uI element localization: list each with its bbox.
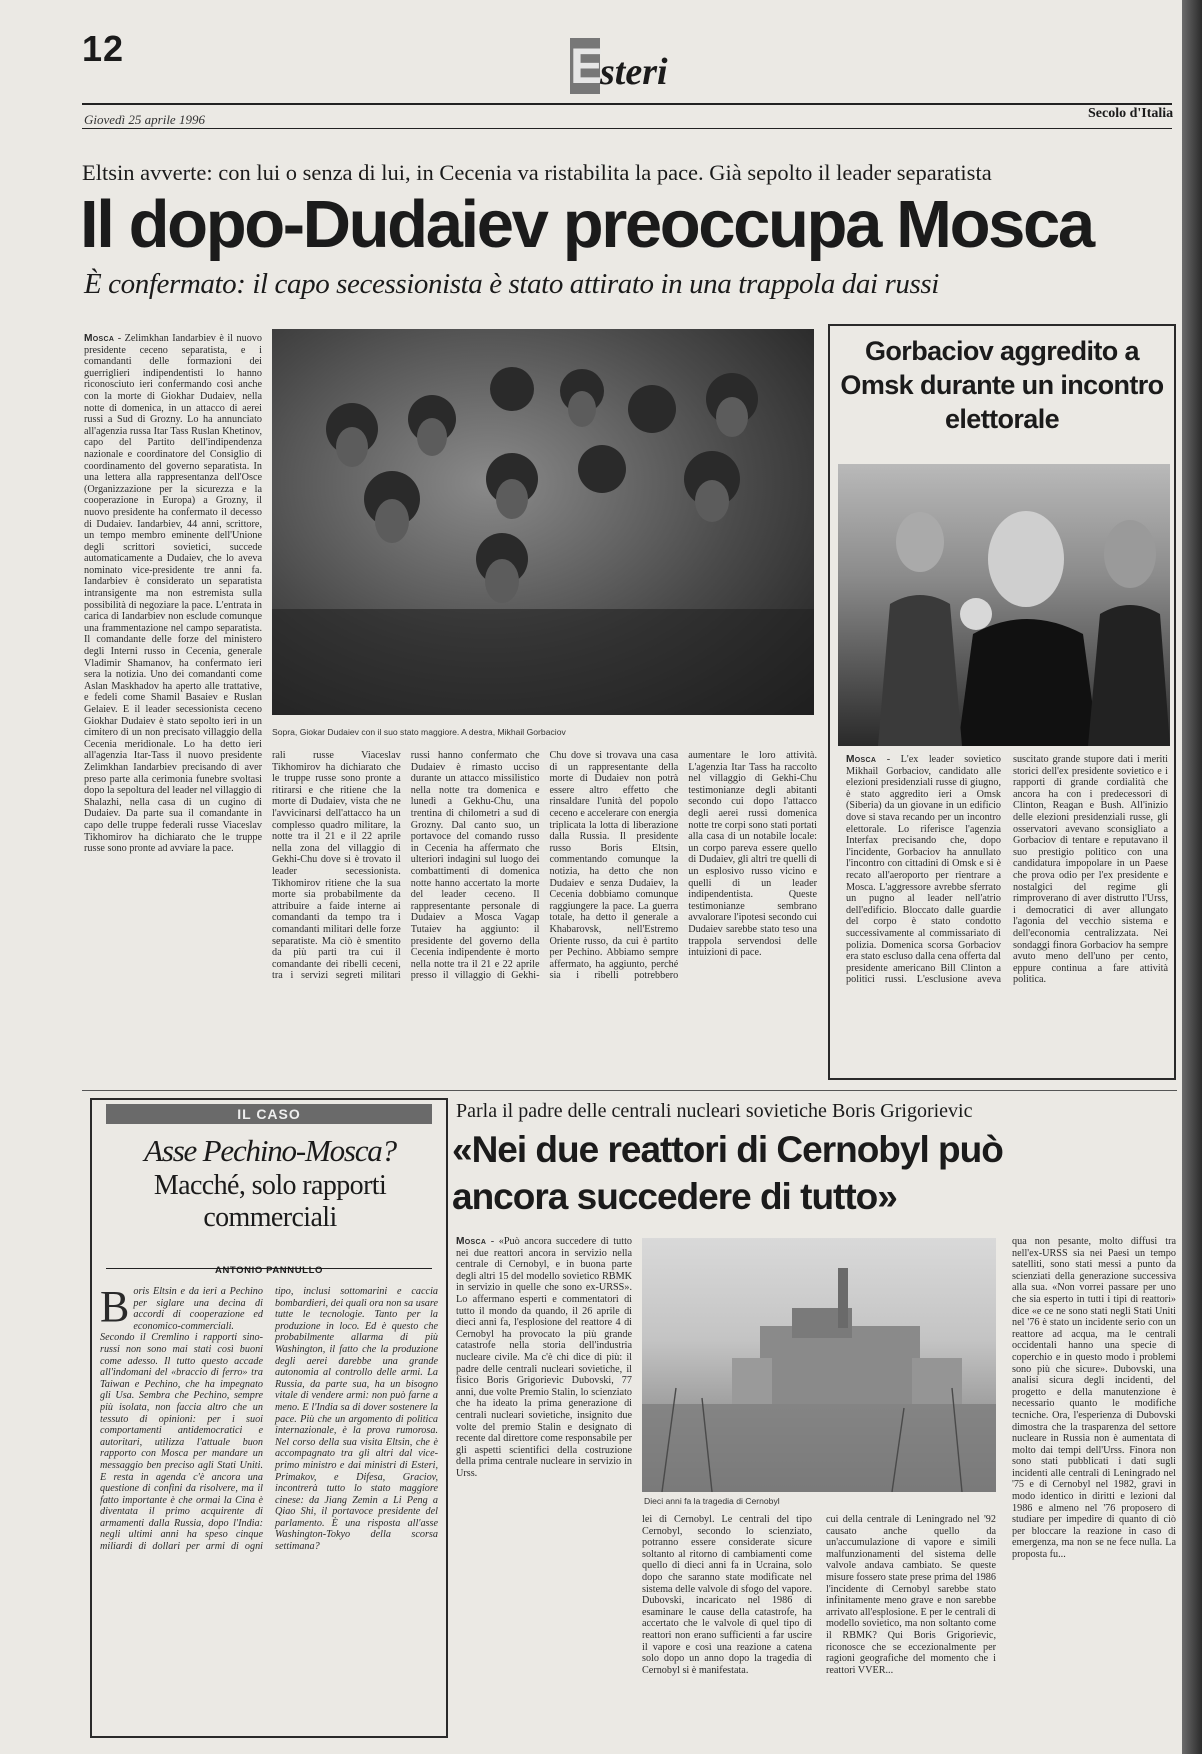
il-caso-text: oris Eltsin e da ieri a Pechino per siglare una decina di accordi di cooperazione ed economico-commerciali. Secondo il Cremlino i rapporti sino-russi non sono mai stati così buoni come adesso. Il tutto questo accade all'indomani del «braccio di ferro» tra Taiwan e Pechino, che ha impegnato gli Usa. Sembra che Pechino, sempre più isolata, non faccia altro che un tessuto di opinioni: per i suoi comportamenti antidemocratici e autoritari, utilizza l'attuale buon rapporto con Mosca per mandare un messaggio ben preciso agli Stati Uniti. E resta in agenda c'è ancora una questione di confini da risolvere, ma il fatto importante è che ormai la Cina è diventata il primo acquirente di armamenti dalla Russia, dopo l'India: negli ultimi anni ha speso cinque miliardi di dollari per armi di ogni tipo, inclusi sottomarini e caccia bombardieri, dei quali ora non sa usare tutte le tecnologie. Tanto per la produzione in loco. Ed è questo che probabilmente allarma di più Washington, il fatto che la produzione degli aerei darebbe una grande autonomia al controllo delle armi. La Russia, da parte sua, ha un bisogno vitale di vendere armi: non può farne a meno. E l'India sa di dover sostenere la pace. Più che un argomento di politica internazionale, è la prova rumorosa. Nel corso della sua visita Eltsin, che è accompagnato tra gli altri dal vice-primo ministro e dai ministri di Esteri, Primakov, e Difesa, Graciov, incontrerà tutto lo stato maggiore cinese: da Jiang Zemin a Li Peng a Qiao Shi, il portavoce presidente del parlamento. È una risposta all'asse Washington-Tokyo della scorsa settimana?: [100, 1286, 438, 1553]
page-binding-edge: [1182, 0, 1202, 1754]
cernobyl-col5: [1012, 1236, 1176, 1738]
gorbaciov-photo: [838, 464, 1170, 746]
cernobyl-text-1: «Può ancora succedere di tutto nei due reattori ancora in servizio nella centrale di Cernobyl, e in buona parte degli altri 15 del modello sovietico RBMK in servizio in quelle che sono ex-URSS». Lo affermano esperti e commentatori di tutto il mondo da quando, il 26 aprile di dieci anni fa, l'esplosione del reattore 4 di Cernobyl ha provocato la più grande catastrofe nella storia dell'industria nucleare civile. Ma c'è chi dice di più: il padre delle centrali nucleari sovietiche, il fisico Boris Grigorievic Dubovski, 77 anni, due volte Premio Stalin, lo scienziato che ha ideato la prima generazione di centrali nucleari sovietiche, insignito due volte del premio Stalin e designato di recente dal direttore come responsabile per gli aspetti scientifici della costruzione della prima centrale nucleare in servizio in Urss.: [456, 1236, 632, 1479]
cernobyl-col1: Mosca - «Può ancora succedere di tutto nei due reattori ancora in servizio nella centrale di Cernobyl, e in buona parte degli altri 15 del modello sovietico RBMK in servizio in quelle che sono ex-URSS». Lo affermano esperti e commentatori di tutto il mondo da quando, il 26 aprile di dieci anni fa, l'esplosione del reattore 4 di Cernobyl ha provocato la più grande catastrofe nella storia dell'industria nucleare civile. Ma c'è chi dice di più: il padre delle centrali nucleari sovietiche, il fisico Boris Grigorievic Dubovski, 77 anni, due volte Premio Stalin, lo scienziato che ha ideato la prima generazione di centrali nucleari sovietiche, insignito due volte del premio Stalin e designato di recente dal direttore come responsabile per gli aspetti scientifici della costruzione della prima centrale nucleare in servizio in Urss.: [456, 1236, 632, 1479]
dudaiev-photo-caption: Sopra, Giokar Dudaiev con il suo stato maggiore. A destra, Mikhail Gorbaciov: [272, 727, 566, 737]
il-caso-author: ANTONIO PANNULLO: [215, 1265, 323, 1276]
page-number: 12: [82, 28, 125, 69]
cernobyl-col3: [642, 1514, 812, 1738]
masthead-rule-top: [82, 103, 1172, 105]
il-caso-title-1: Asse Pechino-Mosca?: [144, 1133, 396, 1168]
il-caso-body: [100, 1286, 438, 1732]
il-caso-label: IL CASO: [106, 1104, 432, 1124]
main-body-col1: Zelimkhan Iandarbiev è il nuovo presidente ceceno separatista, e i comandanti delle formazioni dei guerriglieri indipendentisti lo hanno riconosciuto ieri confermando così anche con la morte di Giokhar Dudaiev, nella notte di domenica, in un attacco di aerei russi a Sud di Grozny. Lo ha annunciato all'agenzia russa Itar Tass Ruslan Khetinov, capo del Partito dell'indipendenza nazionale e coordinatore del Consiglio di coordinamento del governo separatista. In una lettera alla rappresentanza dell'Osce (Organizzazione per la sicurezza e la cooperazione in Europa) a Grozny, il nuovo presidente ha confermato il decesso di Dudaiev. Iandarbiev, 44 anni, scrittore, un tempo membro eminente dell'Unione degli scrittori sovietici, succede automaticamente a Dudaiev, che lo aveva nominato vice-presidente tre anni fa. Iandarbiev è considerato un separatista intransigente ma non estremista sulla possibilità di negoziare la pace. L'entrata in carica di Iandarbiev non esclude comunque una frammentazione nel campo separatista. Il comandante delle forze del ministero degli Interni russo in Cecenia, generale Vladimir Shamanov, ha confermato ieri sera la notizia. Uno dei comandanti come Aslan Maskhadov ha aperto alle trattative, e fedeli come Shamil Basaiev e Ruslan Gelaiev. E il leader secessionista ceceno Giokhar Dudaiev è stato sepolto ieri in un cimitero di un non precisato villaggio della Cecenia meridionale. Lo ha detto ieri all'agenzia Itar-Tass il nuovo presidente Zelimkhan Iandarbiev precisando di aver preso parte alla cerimonia funebre svoltasi dopo la sepoltura del leader nel villaggio di Shalazhi, nella casa di un cugino di Dudaiev. Da parte sua il comandante in capo delle truppe federali russe Viaceslav Tikhomirov ha dichiarato che le truppe russe sono pronte ad avviare la pace.: [84, 333, 262, 855]
main-story-col1: Mosca - Zelimkhan Iandarbiev è il nuovo presidente ceceno separatista, e i comandanti delle formazioni dei guerriglieri indipendentisti lo hanno riconosciuto ieri confermando così anche con la morte di Giokhar Dudaiev, nella notte di domenica, in un attacco di aerei russi a Sud di Grozny. Lo ha annunciato all'agenzia russa Itar Tass Ruslan Khetinov, capo del Partito dell'indipendenza nazionale e coordinatore del Consiglio di coordinamento del governo separatista. In una lettera alla rappresentanza dell'Osce (Organizzazione per la sicurezza e la cooperazione in Europa) a Grozny, il nuovo presidente ha confermato il decesso di Dudaiev. Iandarbiev, 44 anni, scrittore, un tempo membro eminente dell'Unione degli scrittori sovietici, succede automaticamente a Dudaiev, che lo aveva nominato vice-presidente tre anni fa. Iandarbiev è considerato un separatista intransigente ma non estremista sulla possibilità di negoziare la pace. L'entrata in carica di Iandarbiev non esclude comunque una frammentazione nel campo separatista. Il comandante delle forze del ministero degli Interni russo in Cecenia, generale Vladimir Shamanov, ha confermato ieri sera la notizia. Uno dei comandanti come Aslan Maskhadov ha aperto alle trattative, e fedeli come Shamil Basaiev e Ruslan Gelaiev. E il leader secessionista ceceno Giokhar Dudaiev è stato sepolto ieri in un cimitero di un non precisato villaggio della Cecenia meridionale. Lo ha detto ieri all'agenzia Itar-Tass il nuovo presidente Zelimkhan Iandarbiev precisando di aver preso parte alla cerimonia funebre svoltasi dopo la sepoltura del leader nel villaggio di Shalazhi, nella casa di un cugino di Dudaiev. Da parte sua il comandante in capo delle truppe federali russe Viaceslav Tikhomirov ha dichiarato che le truppe russe sono pronte ad avviare la pace.: [84, 333, 262, 855]
gorbaciov-text: L'ex leader sovietico Mikhail Gorbaciov, candidato alle elezioni presidenziali russe di giugno, è stato aggredito ieri a Omsk (Siberia) da un giovane in un edificio dove si stava recando per un incontro elettorale. Lo riferisce l'agenzia Interfax precisando che, dopo l'incidente, Gorbaciov ha annullato l'incontro con cittadini di Omsk e si è recato all'aeroporto per rientrare a Mosca. L'aggressore avrebbe sferrato un pugno al leader nell'atrio dell'edificio. Bloccato dalle guardie del corpo è stato condotto successivamente al commissariato di polizia. Domenica scorsa Gorbaciov era stato escluso dalla cena offerta dal presidente americano Bill Clinton a politici russi. L'esclusione aveva suscitato grande stupore dati i meriti storici dell'ex presidente sovietico e i rapporti di grande cordialità che ancora ha con i predecessori di Clinton, Reagan e Bush. All'inizio delle elezioni presidenziali russe, gli osservatori avevano sconsigliato a Gorbaciov di tentare e reputavano il suo prestigio politico con una candidatura impopolare in un Paese che prova odio per l'ex presidente e nostalgici del regime gli rimproverano di aver distrutto l'Urss, i democratici di aver allungato l'agonia del vecchio sistema e dell'economia centralizzata. Nei sondaggi finora Gorbaciov ha sempre avuto meno dell'uno per cento, eppure continua a fare attività politica.: [846, 754, 1168, 986]
cernobyl-kicker: Parla il padre delle centrali nucleari sovietiche Boris Grigorievic: [456, 1100, 973, 1122]
cernobyl-photo-caption: Dieci anni fa la tragedia di Cernobyl: [644, 1496, 780, 1506]
main-body-bottom: rali russe Viaceslav Tikhomirov ha dichiarato che le truppe russe sono pronte a ritirarsi e che ritiene che la morte di Dudaiev, vista che ne l'avvicinarsi dell'attacco ha un complesso quadro militare, la notte tra il 21 e il 22 aprile nella zona del villaggio di Gekhi-Chu dove si è trovato il leader secessionista. Tikhomirov ritiene che la sua morte sia probabilmente da attribuire a faide interne ai comandanti da tempo tra i comandanti militari delle forze separatiste. Ma ciò è smentito da più parti tra cui il comandante dei ribelli ceceni, tra i servizi segreti militari russi hanno confermato che Dudaiev è rimasto ucciso durante un attacco missilistico nella notte tra domenica e lunedì a Gekhu-Chu, una trentina di chilometri a sud di Grozny. Dal canto suo, un portavoce del comando russo in Cecenia ha affermato che ulteriori indagini sul luogo dei combattimenti di domenica notte hanno accertato la morte del leader ceceno. Il rappresentante personale di Dudaiev a Mosca Vagap Tutaiev ha aggiunto: il presidente del governo della Cecenia indipendente è morto nella notte tra il 21 e 22 aprile presso il villaggio di Gekhi-Chu dove si trovava una casa di un rappresentante della morte di Dudaiev non potrà essere altro effetto che rinsaldare l'unità del popolo ceceno e accelerare con energia triplicata la lotta di liberazione dalla Russia. Il presidente russo Boris Eltsin, commentando comunque la notizia, ha detto che non Dudaiev e senza Dudaiev, la Cecenia dobbiamo comunque raggiungere la pace. La guerra totale, ha detto il generale a Khabarovsk, nell'Estremo Oriente russo, da cui è partito per Pechino. Abbiamo sempre affermato, ha aggiunto, perché sia i ribelli potrebbero aumentare le loro attività. L'agenzia Itar Tass ha raccolto nel villaggio di Gekhi-Chu testimonianze degli abitanti secondo cui dopo l'attacco degli aerei russi domenica notte tre corpi sono stati portati alla casa di un notabile locale: un corpo pareva essere quello di Dudaiev, gli altri tre quelli di un esplosivo russo vicino e quelli di un leader indipendentista. Queste testimonianze sembrano avvalorare l'ipotesi secondo cui Dudaiev sarebbe stato teso una trappola servendosi delle intuizioni di pace.: [272, 750, 817, 982]
gorbaciov-body: Mosca - L'ex leader sovietico Mikhail Gorbaciov, candidato alle elezioni presidenziali russe di giugno, è stato aggredito ieri a Omsk (Siberia) da un giovane in un edificio dove si stava recando per un incontro elettorale. Lo riferisce l'agenzia Interfax precisando che, dopo l'incidente, Gorbaciov ha annullato l'incontro con cittadini di Omsk e si è recato all'aeroporto per rientrare a Mosca. L'aggressore avrebbe sferrato un pugno al leader nell'atrio dell'edificio. Bloccato dalle guardie del corpo è stato condotto successivamente al commissariato di polizia. Domenica scorsa Gorbaciov era stato escluso dalla cena offerta dal presidente americano Bill Clinton a politici russi. L'esclusione aveva suscitato grande stupore dati i meriti storici dell'ex presidente sovietico e i rapporti di grande cordialità che ancora ha con i predecessori di Clinton, Reagan e Bush. All'inizio delle elezioni presidenziali russe, gli osservatori avevano sconsigliato a Gorbaciov di tentare e reputavano il suo prestigio politico con una candidatura impopolare in un Paese che prova odio per l'ex presidente e nostalgici del regime gli rimproverano di aver distrutto l'Urss, i democratici di aver allungato l'agonia del vecchio sistema e dell'economia centralizzata. Nei sondaggi finora Gorbaciov ha sempre avuto meno dell'uno per cento, eppure continua a fare attività politica.: [846, 754, 1168, 986]
il-caso-drop-cap: B: [100, 1286, 130, 1331]
cernobyl-text-4: cui della centrale di Leningrado nel '92 causato anche quello da un'accumulazione di vapore e simili malfunzionamenti del sistema delle valvole andava cambiato. Se queste misure fossero state prese prima del 1986 l'incidente di Cernobyl sarebbe stato infinitamente meno grave e non sarebbe arrivato all'esplosione. E per le centrali di modello sovietico, ma non soltanto come il RBMK? Qui Boris Grigorievic, riconosce che se eccezionalmente per ragioni geografiche del momento che i reattori VVER...: [826, 1514, 996, 1676]
cernobyl-col4: [826, 1514, 996, 1738]
main-headline: Il dopo-Dudaiev preoccupa Mosca: [80, 187, 1093, 262]
cernobyl-photo: [642, 1238, 996, 1492]
cernobyl-text-5: qua non pesante, molto diffusi tra nell'ex-URSS sia nei Paesi un tempo satelliti, sono stati messi a punto da scienziati della generazione successiva alla sua. «Non vorrei passare per uno che sia esperto in tutti i tipi di reattori» dice «e ce ne sono stati negli Stati Uniti nel '76 è stato un incidente serio con un reattore ad acqua, ma le centrali occidentali hanno una specie di coperchio e in questo modo i problemi sono più che sicure». Dubovski, una analisi sicura degli incidenti, del progetto e della manutenzione è necessario quanto le modifiche tecniche. Ora, l'esperienza di Dubovski dimostra che la trasparenza del settore nucleare in Russia non è aumentata di molto dai tempi dell'Urss. Finora non sono stati pubblicati i dati sugli incidenti alle centrali di Leningrado nel '75 e di Cernobyl nel 1982, gravi in modo identico in diritti e lezioni dal 1986 e almeno nel '76 proposero di studiare per impedire di quanto di ciò per bloccare la reazione in caso di emergenza, ma non se ne fece nulla. La proposta fu...: [1012, 1236, 1176, 1561]
main-subheadline: È confermato: il capo secessionista è stato attirato in una trappola dai russi: [84, 268, 939, 300]
gorbaciov-dateline: Mosca: [846, 754, 877, 765]
il-caso-title-2: Macché, solo rapporti commerciali: [153, 1170, 387, 1233]
page-date: Giovedì 25 aprile 1996: [84, 112, 205, 127]
section-initial: E: [570, 38, 604, 94]
main-kicker: Eltsin avverte: con lui o senza di lui, in Cecenia va ristabilita la pace. Già sepolto il leader separatista: [82, 160, 992, 185]
section-divider: [82, 1090, 1177, 1091]
main-dateline: Mosca: [84, 333, 115, 344]
gorbaciov-headline: Gorbaciov aggredito a Omsk durante un incontro elettorale: [840, 336, 1164, 434]
cernobyl-dateline: Mosca: [456, 1236, 487, 1247]
section-title: steri: [600, 51, 668, 93]
newspaper-name: Secolo d'Italia: [1088, 106, 1174, 121]
section-logo: [570, 38, 668, 96]
cernobyl-text-3: lei di Cernobyl. Le centrali del tipo Cernobyl, secondo lo scienziato, potranno essere considerate sicure soltanto al ritorno di cambiamenti come quello di dieci anni fa in Ucraina, solo dopo che saranno state modificate nel sistema delle valvole di sfogo del vapore. Dubovski, incaricato nel 1986 di esaminare le cause della catastrofe, ha accertato che le valvole di quel tipo di reattori non erano sufficienti a far uscire il vapore e così una reazione a catena solo dopo un anno dopo la tragedia di Cernobyl si è manifestata.: [642, 1514, 812, 1676]
cernobyl-headline: «Nei due reattori di Cernobyl può ancora succedere di tutto»: [452, 1129, 1003, 1217]
main-story-bottom-cols: [272, 750, 817, 1072]
dudaiev-photo: [272, 329, 814, 715]
masthead-rule-bottom: [82, 128, 1172, 129]
